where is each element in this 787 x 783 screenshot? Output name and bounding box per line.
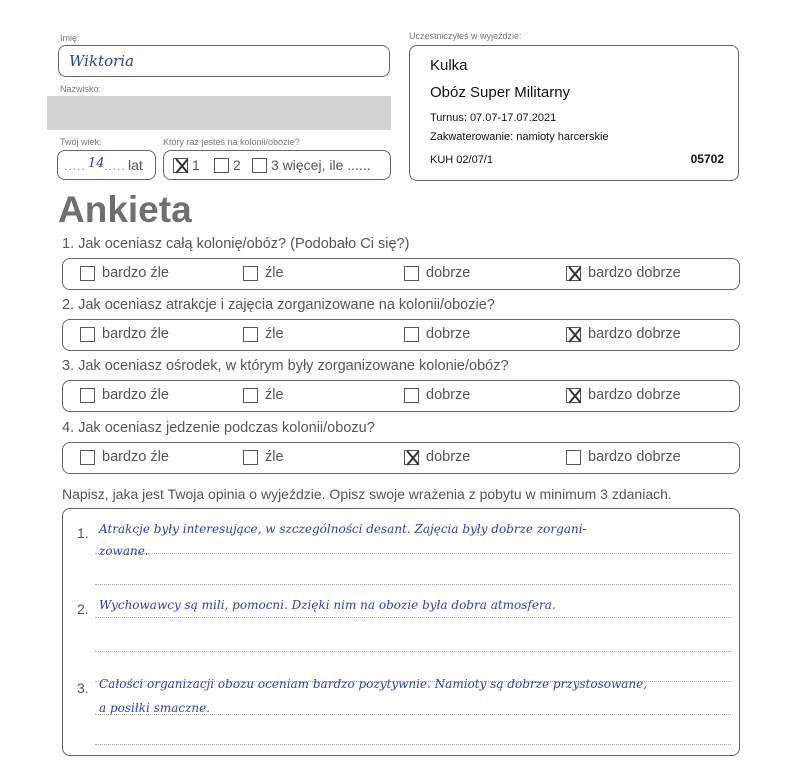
times-option-3-label: 3 więcej, ile ...... bbox=[271, 157, 371, 173]
answer-1-line-1: Atrakcje były interesujące, w szczególności desant. Zajęcia były dobrze zorgani- bbox=[99, 522, 587, 536]
option-bardzo-zle[interactable] bbox=[80, 326, 169, 342]
rating-row-3 bbox=[62, 380, 740, 412]
option-label: źle bbox=[265, 449, 284, 465]
times-label: Który raz jesteś na kolonii/obozie? bbox=[163, 137, 300, 147]
checkbox[interactable] bbox=[566, 450, 581, 465]
option-label: źle bbox=[265, 326, 284, 342]
answer-1-number: 1. bbox=[77, 525, 89, 541]
option-zle[interactable] bbox=[243, 326, 284, 342]
option-dobrze[interactable] bbox=[404, 326, 470, 342]
option-bardzo-zle[interactable] bbox=[80, 449, 169, 465]
checkbox[interactable] bbox=[243, 450, 258, 465]
answer-3-line-2: a posiłki smaczne. bbox=[99, 701, 211, 715]
dotted-line bbox=[95, 617, 731, 618]
checkbox[interactable] bbox=[243, 327, 258, 342]
name-label: Imię: bbox=[60, 33, 80, 43]
option-zle[interactable] bbox=[243, 449, 284, 465]
question-4: 4. Jak oceniasz jedzenie podczas kolonii/obozu? bbox=[62, 420, 375, 436]
checkbox-checked[interactable] bbox=[566, 327, 581, 342]
answer-3-line-1: Całości organizacji obozu oceniam bardzo pozytywnie. Namioty są dobrze przystosowane, bbox=[99, 677, 648, 691]
times-option-1[interactable] bbox=[173, 157, 200, 173]
checkbox[interactable] bbox=[80, 388, 95, 403]
answer-1-line-2: zowane. bbox=[99, 544, 149, 558]
checkbox[interactable] bbox=[243, 388, 258, 403]
option-label: źle bbox=[265, 265, 284, 281]
option-zle[interactable] bbox=[243, 265, 284, 281]
camp-code: KUH 02/07/1 bbox=[430, 154, 493, 166]
turnus: Turnus: 07.07-17.07.2021 bbox=[430, 112, 557, 124]
option-label: bardzo źle bbox=[102, 265, 169, 281]
rating-row-2 bbox=[62, 319, 740, 351]
camp-title: Obóz Super Militarny bbox=[430, 84, 571, 101]
option-bardzo-dobrze[interactable] bbox=[566, 387, 681, 403]
option-bardzo-dobrze[interactable] bbox=[566, 326, 681, 342]
option-label: bardzo dobrze bbox=[588, 449, 681, 465]
age-dots-left: ..... bbox=[64, 159, 86, 173]
dotted-line bbox=[95, 744, 731, 745]
camp-name: Kulka bbox=[430, 57, 468, 74]
option-label: bardzo źle bbox=[102, 326, 169, 342]
times-option-3[interactable] bbox=[252, 157, 371, 173]
checkbox[interactable] bbox=[243, 266, 258, 281]
age-field[interactable] bbox=[57, 150, 156, 180]
rating-row-4 bbox=[62, 442, 740, 474]
option-dobrze[interactable] bbox=[404, 449, 470, 465]
opinion-box[interactable] bbox=[62, 508, 740, 756]
checkbox[interactable] bbox=[80, 450, 95, 465]
surname-redacted bbox=[47, 96, 391, 130]
rating-row-1 bbox=[62, 258, 740, 290]
age-label: Twój wiek: bbox=[60, 137, 102, 147]
page-title: Ankieta bbox=[58, 189, 192, 230]
accommodation: Zakwaterowanie: namioty harcerskie bbox=[430, 131, 609, 143]
opinion-prompt: Napisz, jaka jest Twoja opinia o wyjeździe. Opisz swoje wrażenia z pobytu w minimum 3 zdaniach. bbox=[62, 486, 672, 502]
surname-label: Nazwisko: bbox=[60, 84, 102, 94]
checkbox-checked[interactable] bbox=[566, 388, 581, 403]
option-dobrze[interactable] bbox=[404, 265, 470, 281]
times-option-1-label: 1 bbox=[192, 157, 200, 173]
checkbox[interactable] bbox=[80, 327, 95, 342]
option-label: bardzo dobrze bbox=[588, 265, 681, 281]
option-label: dobrze bbox=[426, 265, 471, 281]
checkbox-times-2[interactable] bbox=[214, 158, 229, 173]
name-field[interactable] bbox=[58, 45, 390, 77]
age-value: 14 bbox=[88, 156, 105, 171]
answer-3-number: 3. bbox=[77, 680, 89, 696]
times-field bbox=[163, 150, 391, 180]
age-dots-right: ..... bbox=[104, 159, 126, 173]
checkbox[interactable] bbox=[404, 388, 419, 403]
option-label: dobrze bbox=[426, 326, 471, 342]
option-label: bardzo dobrze bbox=[588, 387, 681, 403]
option-label: dobrze bbox=[426, 449, 471, 465]
option-label: bardzo źle bbox=[102, 449, 169, 465]
question-1: 1. Jak oceniasz całą kolonię/obóz? (Podobało Ci się?) bbox=[62, 236, 410, 252]
camp-info-box bbox=[409, 45, 739, 181]
checkbox-times-1[interactable] bbox=[173, 158, 188, 173]
checkbox[interactable] bbox=[404, 327, 419, 342]
age-unit: lat bbox=[128, 157, 143, 173]
times-option-2[interactable] bbox=[214, 157, 241, 173]
name-value: Wiktoria bbox=[69, 52, 135, 70]
option-bardzo-dobrze[interactable] bbox=[566, 265, 681, 281]
checkbox[interactable] bbox=[404, 266, 419, 281]
camp-number: 05702 bbox=[690, 152, 724, 166]
checkbox-times-3[interactable] bbox=[252, 158, 267, 173]
answer-2-number: 2. bbox=[77, 601, 89, 617]
option-dobrze[interactable] bbox=[404, 387, 470, 403]
times-option-2-label: 2 bbox=[233, 157, 241, 173]
option-bardzo-dobrze[interactable] bbox=[566, 449, 681, 465]
option-bardzo-zle[interactable] bbox=[80, 265, 169, 281]
checkbox-checked[interactable] bbox=[566, 266, 581, 281]
question-3: 3. Jak oceniasz ośrodek, w którym były zorganizowane kolonie/obóz? bbox=[62, 358, 509, 374]
dotted-line bbox=[95, 651, 731, 652]
participated-label: Uczestniczyłeś w wyjeździe: bbox=[409, 31, 522, 41]
option-label: dobrze bbox=[426, 387, 471, 403]
dotted-line bbox=[95, 553, 731, 554]
option-label: źle bbox=[265, 387, 284, 403]
answer-2-line-1: Wychowawcy są mili, pomocni. Dzięki nim na obozie była dobra atmosfera. bbox=[99, 598, 556, 612]
option-zle[interactable] bbox=[243, 387, 284, 403]
option-label: bardzo źle bbox=[102, 387, 169, 403]
checkbox[interactable] bbox=[80, 266, 95, 281]
question-2: 2. Jak oceniasz atrakcje i zajęcia zorganizowane na kolonii/obozie? bbox=[62, 297, 495, 313]
option-bardzo-zle[interactable] bbox=[80, 387, 169, 403]
checkbox-checked[interactable] bbox=[404, 450, 419, 465]
dotted-line bbox=[95, 584, 731, 585]
option-label: bardzo dobrze bbox=[588, 326, 681, 342]
